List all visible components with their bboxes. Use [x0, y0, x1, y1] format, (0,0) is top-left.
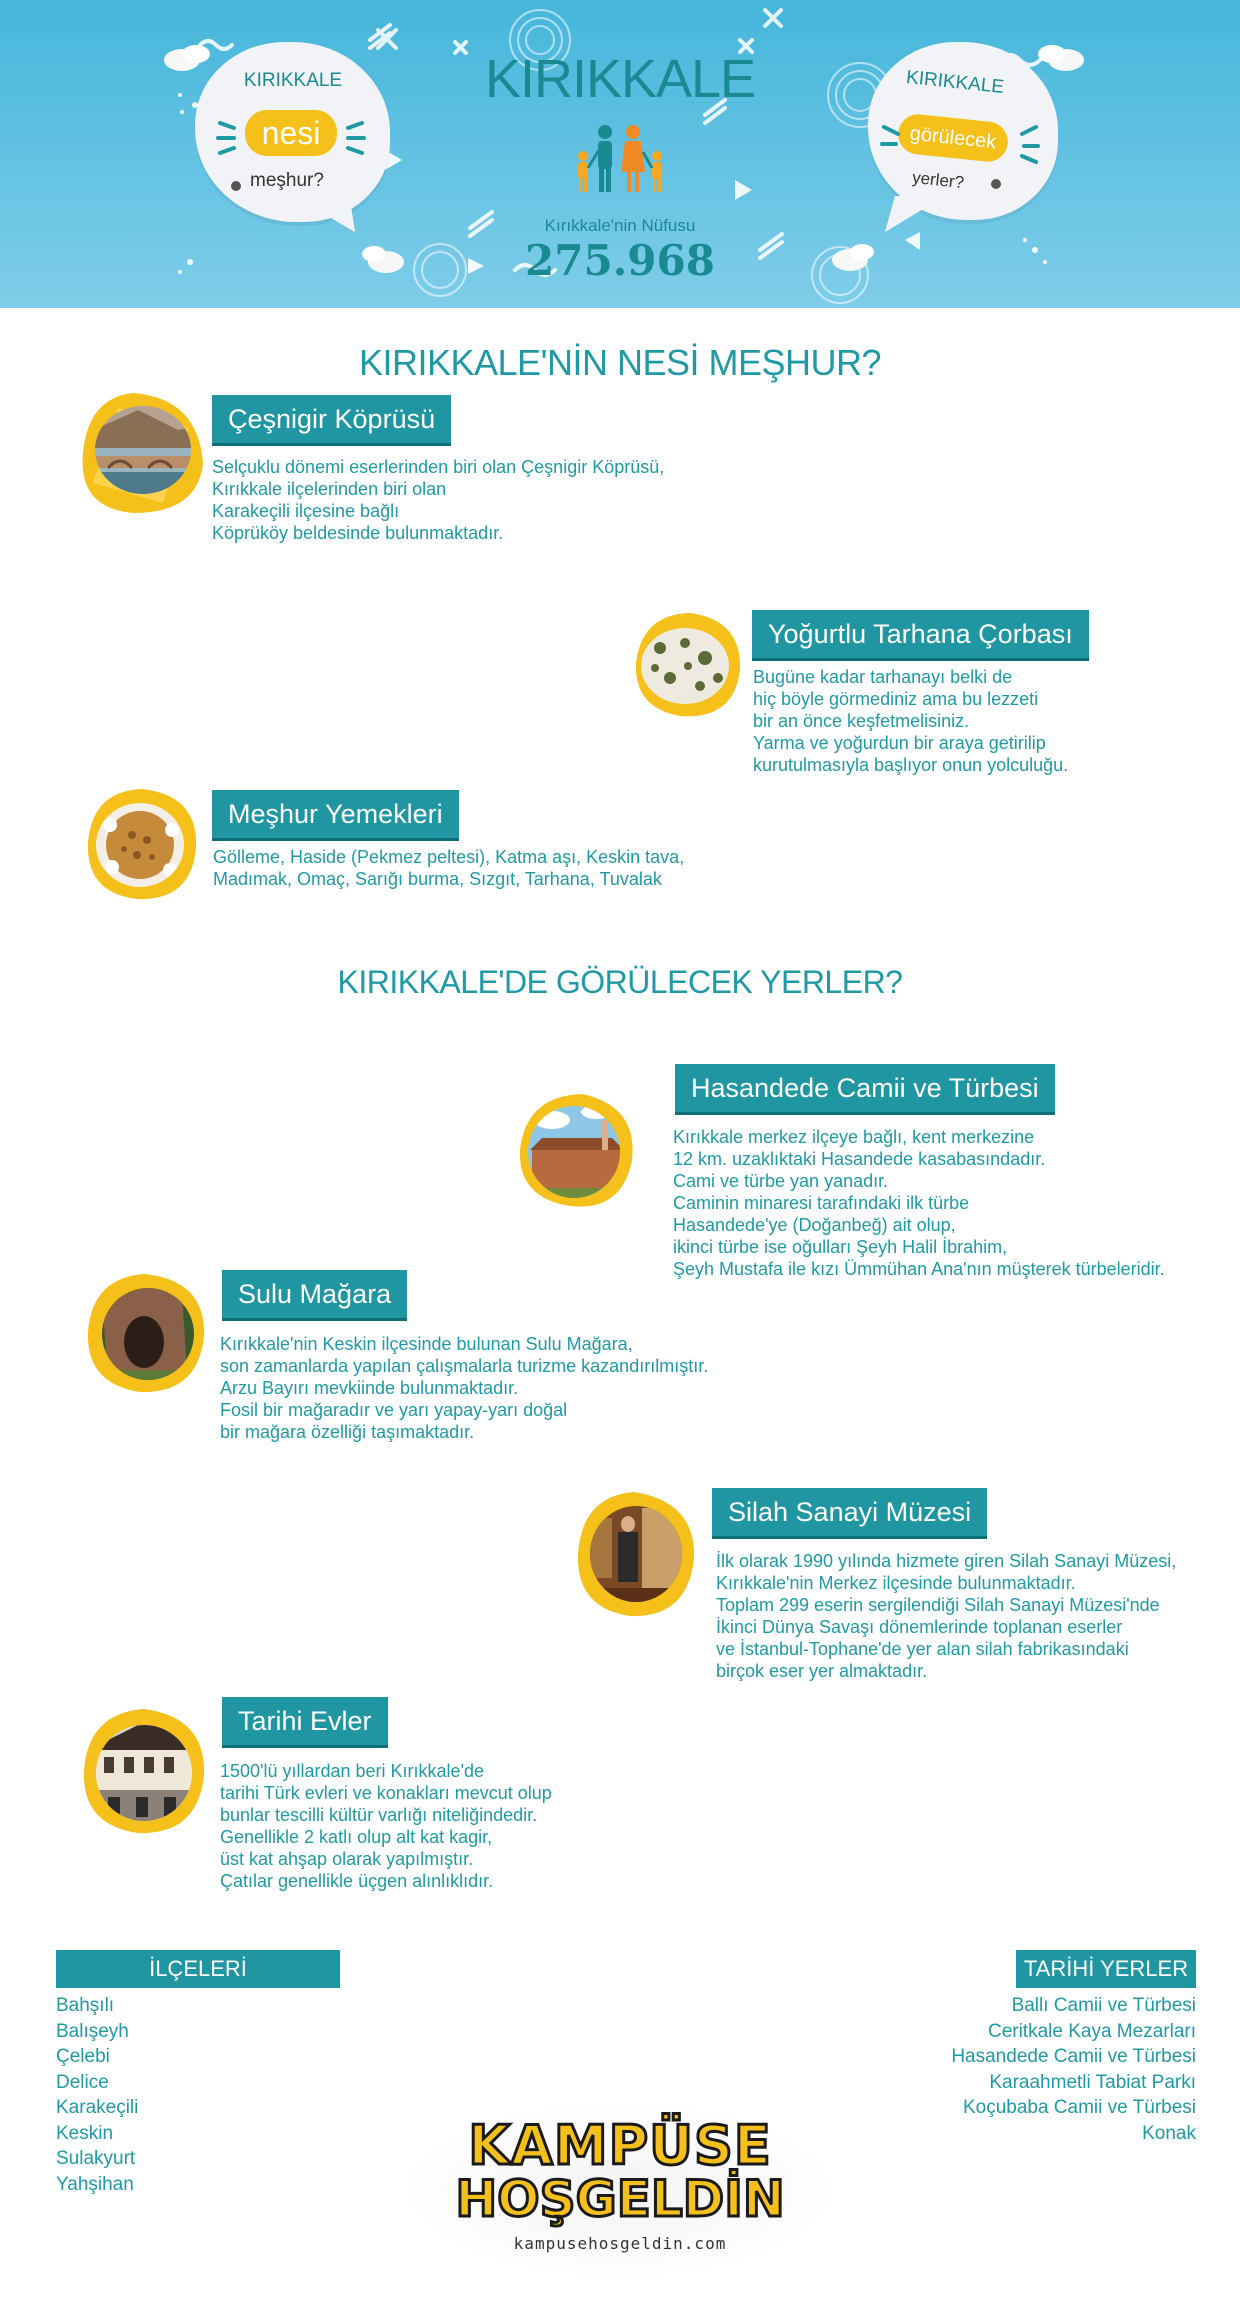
- text-line: Yarma ve yoğurdun bir araya getirilip: [753, 733, 1046, 753]
- text-line: Bugüne kadar tarhanayı belki de: [753, 667, 1013, 687]
- museum-photo-icon: [572, 1488, 702, 1623]
- text-line: Genellikle 2 katlı olup alt kat kagir,: [220, 1827, 493, 1847]
- right-bubble-bottom-text: yerler?: [911, 167, 965, 193]
- right-bubble-sparks-icon: [876, 112, 1056, 172]
- historic-header: TARİHİ YERLER: [1016, 1950, 1196, 1988]
- list-item: Konak: [1142, 2122, 1196, 2144]
- text-line: Şeyh Mustafa ile kızı Ümmühan Ana'nın müşterek türbeleridir.: [673, 1259, 1165, 1279]
- text-line: Gölleme, Haside (Pekmez peltesi), Katma aşı, Keskin tava,: [213, 847, 685, 867]
- text-line: İlk olarak 1990 yılında hizmete giren Silah Sanayi Müzesi,: [716, 1551, 1177, 1571]
- section-title-famous: KIRIKKALE'NİN NESİ MEŞHUR?: [358, 342, 881, 383]
- list-item: Koçubaba Camii ve Türbesi: [962, 2097, 1196, 2118]
- list-item: Sulakyurt: [56, 2148, 136, 2169]
- item-text-sulu-magara: [220, 1333, 708, 1443]
- bridge-photo-icon: [78, 388, 208, 518]
- left-bubble-sparks-icon: [210, 108, 390, 168]
- text-line: bir an önce keşfetmelisiniz.: [753, 711, 970, 731]
- text-line: 12 km. uzaklıktaki Hasandede kasabasındadır.: [673, 1149, 1046, 1169]
- family-icon: [565, 124, 675, 204]
- cave-photo-icon: [82, 1270, 212, 1400]
- list-item: Çelebi: [56, 2046, 110, 2067]
- list-item: Ballı Camii ve Türbesi: [1011, 1995, 1196, 2016]
- text-line: Selçuklu dönemi eserlerinden biri olan Çeşnigir Köprüsü,: [212, 457, 665, 477]
- text-line: Fosil bir mağaradır ve yarı yapay-yarı doğal: [220, 1400, 568, 1420]
- photo-silah-muzesi: [572, 1488, 702, 1623]
- item-text-silah-muzesi: [716, 1550, 1176, 1682]
- text-line: hiç böyle görmediniz ama bu lezzeti: [753, 689, 1039, 709]
- header-banner: [0, 0, 1240, 308]
- text-line: Caminin minaresi tarafındaki ilk türbe: [673, 1193, 970, 1213]
- list-item: Bahşılı: [56, 1995, 115, 2016]
- left-bubble-tail: [300, 200, 360, 240]
- header-title: KIRIKKALE: [484, 49, 756, 109]
- item-label-tarihi-evler: Tarihi Evler: [222, 1697, 388, 1748]
- list-item: Karakeçili: [56, 2097, 139, 2118]
- list-item: Yahşihan: [56, 2173, 134, 2195]
- text-line: ve İstanbul-Tophane'de yer alan silah fabrikasındaki: [716, 1639, 1129, 1659]
- wing-icon: [360, 240, 420, 280]
- text-line: kurutulmasıyla başlıyor onun yolculuğu.: [753, 755, 1069, 775]
- item-label-yemekler: Meşhur Yemekleri: [212, 790, 459, 841]
- text-line: Kırıkkale'nin Keskin ilçesinde bulunan Sulu Mağara,: [220, 1334, 633, 1354]
- photo-bridge: [78, 388, 208, 518]
- item-label-cesnigir: Çeşnigir Köprüsü: [212, 395, 451, 446]
- text-line: Arzu Bayırı mevkiinde bulunmaktadır.: [220, 1378, 519, 1398]
- right-bubble-top-text: KIRIKKALE: [905, 66, 1005, 99]
- population-value: 275.968: [525, 236, 715, 285]
- right-bubble-tail: [885, 196, 945, 240]
- list-item: Keskin: [56, 2122, 114, 2144]
- list-item: Karaahmetli Tabiat Parkı: [989, 2071, 1196, 2093]
- item-label-hasandede: Hasandede Camii ve Türbesi: [675, 1064, 1055, 1115]
- list-item: Balışeyh: [56, 2020, 129, 2042]
- wing-icon: [1030, 40, 1090, 80]
- dishes-photo-icon: [82, 785, 202, 905]
- text-line: birçok eser yer almaktadır.: [716, 1661, 928, 1681]
- photo-tarhana: [630, 608, 745, 723]
- photo-sulu-magara: [82, 1270, 212, 1400]
- list-item: Ceritkale Kaya Mezarları: [987, 2020, 1196, 2042]
- text-line: İkinci Dünya Savaşı dönemlerinde toplanan eserler: [716, 1617, 1123, 1637]
- right-bubble-dot-icon: [990, 178, 1002, 190]
- left-bubble-bottom-text: meşhur?: [250, 170, 324, 191]
- text-line: ikinci türbe ise oğulları Şeyh Halil İbrahim,: [673, 1237, 1008, 1257]
- text-line: Köprüköy beldesinde bulunmaktadır.: [212, 523, 504, 543]
- logo-line1: KAMPÜSE: [468, 2114, 772, 2177]
- population-label: Kırıkkale'nin Nüfusu: [544, 216, 696, 235]
- text-line: Madımak, Omaç, Sarığı burma, Sızgıt, Tarhana, Tuvalak: [213, 869, 662, 889]
- text-line: Cami ve türbe yan yanadır.: [673, 1171, 889, 1191]
- right-bubble-pill: görülecek: [896, 112, 1010, 163]
- logo-url[interactable]: kampusehosgeldin.com: [513, 2234, 727, 2253]
- left-bubble-top-text: KIRIKKALE: [243, 70, 343, 91]
- left-bubble-dot-icon: [230, 180, 242, 192]
- left-bubble-pill: nesi: [245, 110, 337, 156]
- text-line: 1500'lü yıllardan beri Kırıkkale'de: [220, 1761, 485, 1781]
- item-label-tarhana: Yoğurtlu Tarhana Çorbası: [752, 610, 1089, 661]
- historic-list: [951, 1993, 1196, 2146]
- text-line: Kırıkkale ilçelerinden biri olan: [212, 479, 447, 499]
- photo-tarihi-evler: [78, 1705, 213, 1840]
- text-line: Kırıkkale'nin Merkez ilçesinde bulunmaktadır.: [716, 1573, 1076, 1593]
- section-title-places: KIRIKKALE'DE GÖRÜLECEK YERLER?: [337, 964, 903, 1000]
- text-line: bunlar tescilli kültür varlığı niteliğindedir.: [220, 1805, 538, 1825]
- text-line: Hasandede'ye (Doğanbeğ) ait olup,: [673, 1215, 956, 1235]
- mosque-photo-icon: [512, 1090, 642, 1215]
- text-line: tarihi Türk evleri ve konakları mevcut olup: [220, 1783, 552, 1803]
- list-item: Delice: [56, 2071, 109, 2093]
- item-text-tarihi-evler: [220, 1760, 552, 1892]
- logo-line2: HOŞGELDİN: [455, 2170, 785, 2228]
- item-text-yemekler: [213, 846, 684, 890]
- text-line: üst kat ahşap olarak yapılmıştır.: [220, 1849, 474, 1869]
- item-text-cesnigir: [212, 456, 664, 544]
- photo-hasandede: [512, 1090, 642, 1215]
- tarhana-photo-icon: [630, 608, 745, 723]
- text-line: Kırıkkale merkez ilçeye bağlı, kent merkezine: [673, 1127, 1035, 1147]
- text-line: son zamanlarda yapılan çalışmalarla turizme kazandırılmıştır.: [220, 1356, 709, 1376]
- item-text-tarhana: [753, 666, 1068, 776]
- text-line: Çatılar genellikle üçgen alınlıklıdır.: [220, 1871, 494, 1891]
- list-item: Hasandede Camii ve Türbesi: [951, 2046, 1196, 2067]
- wing-icon: [820, 238, 880, 278]
- house-photo-icon: [78, 1705, 213, 1840]
- item-label-silah-muzesi: Silah Sanayi Müzesi: [712, 1488, 987, 1539]
- item-label-sulu-magara: Sulu Mağara: [222, 1270, 407, 1321]
- text-line: Karakeçili ilçesine bağlı: [212, 501, 400, 521]
- districts-list: [56, 1993, 138, 2197]
- text-line: Toplam 299 eserin sergilendiği Silah Sanayi Müzesi'nde: [716, 1595, 1160, 1615]
- item-text-hasandede: [673, 1126, 1165, 1280]
- districts-header: İLÇELERİ: [56, 1950, 340, 1988]
- wing-icon: [160, 40, 220, 80]
- text-line: bir mağara özelliği taşımaktadır.: [220, 1422, 475, 1442]
- photo-dishes: [82, 785, 202, 905]
